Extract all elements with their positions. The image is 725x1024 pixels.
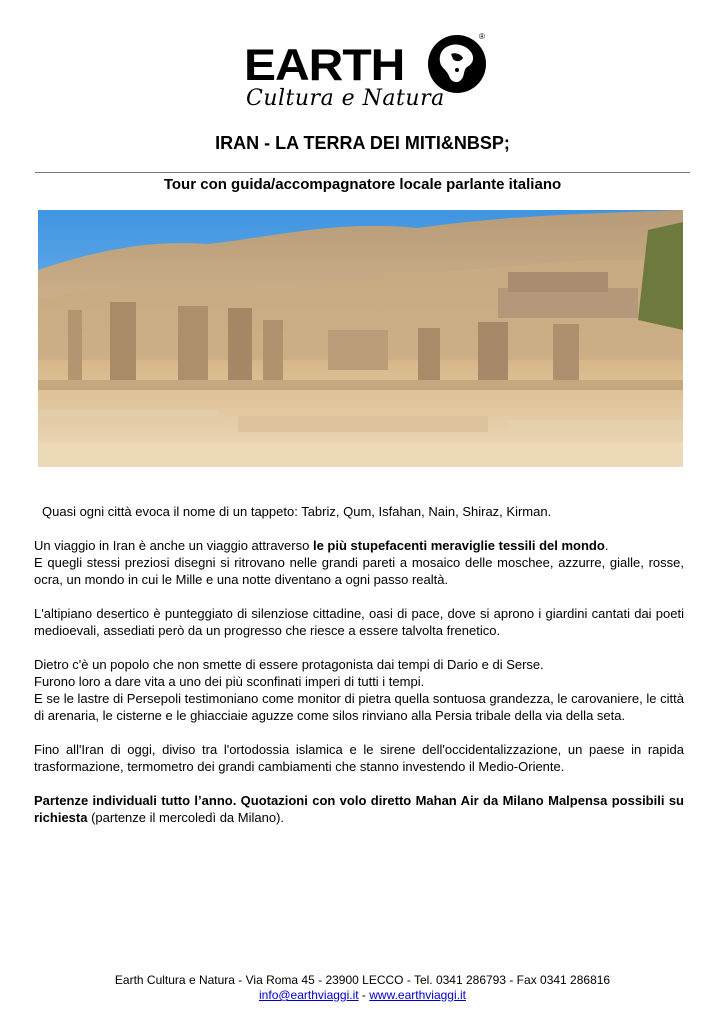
text-span: . [604,538,609,553]
text-span: Un viaggio in Iran è anche un viaggio attraverso [34,538,313,553]
paragraph-modern-iran: Fino all'Iran di oggi, diviso tra l'ortodossia islamica e le sirene dell'occidentalizzazione, un paese in rapida trasformazione, termometro dei grandi cambiamenti che stanno investendo il Medio-Oriente. [34,742,684,774]
footer-separator: - [358,988,370,1002]
footer [0,973,725,1003]
logo-tagline: Cultura e Natura [246,86,445,111]
text-span: Dietro c'è un popolo che non smette di essere protagonista dai tempi di Dario e di Serse. [34,657,544,672]
footer-address: Earth Cultura e Natura - Via Roma 45 - 23900 LECCO - Tel. 0341 286793 - Fax 0341 286816 [114,973,611,987]
website-link[interactable]: www.earthviaggi.it [369,988,466,1002]
intro-paragraph: Quasi ogni città evoca il nome di un tappeto: Tabriz, Qum, Isfahan, Nain, Shiraz, Kirman. [42,504,552,519]
globe-icon [427,34,487,94]
logo-wordmark: EARTH [244,41,405,90]
persepolis-ruins-photo [38,210,683,467]
registered-mark: ® [479,32,485,41]
page-subtitle: Tour con guida/accompagnatore locale parlante italiano [163,176,562,193]
paragraph-departures [34,792,684,826]
text-span: E se le lastre di Persepoli testimoniano come monitor di pietra quella sontuosa grandezza, le carovaniere, le città di arenaria, le cisterne e le ghiacciaie aguzze come silos rinviano alla Persia tribale della via della seta. [34,691,684,723]
bold-phrase: le più stupefacenti meraviglie tessili del mondo [312,538,605,553]
paragraph-history [34,656,684,724]
tour-description [34,503,684,843]
title-divider [35,172,690,173]
text-span: Furono loro a dare vita a uno dei più sconfinati imperi di tutti i tempi. [34,674,425,689]
email-link[interactable]: info@earthviaggi.it [259,988,359,1002]
text-span: E quegli stessi preziosi disegni si ritrovano nelle grandi pareti a mosaico delle moschee, azzurre, gialle, rosse, ocra, un mondo in cui le Mille e una notte diventano a ogni passo realtà. [34,555,684,587]
paragraph-textiles [34,537,684,588]
departures-note: (partenze il mercoledì da Milano). [87,810,285,825]
departures-bold: Partenze individuali tutto l’anno. Quotazioni con volo diretto Mahan Air da Milano Malpensa possibili su richiesta [34,793,684,825]
footer-links [0,988,725,1003]
paragraph-plateau: L'altipiano desertico è punteggiato di silenziose cittadine, oasi di pace, dove si aprono i giardini cantati dai poeti medioevali, assediati però da un progresso che riesce a essere talvolta frenetico. [34,606,684,638]
page-title: IRAN - LA TERRA DEI MITI&NBSP; [215,133,510,153]
earth-logo [244,30,494,116]
